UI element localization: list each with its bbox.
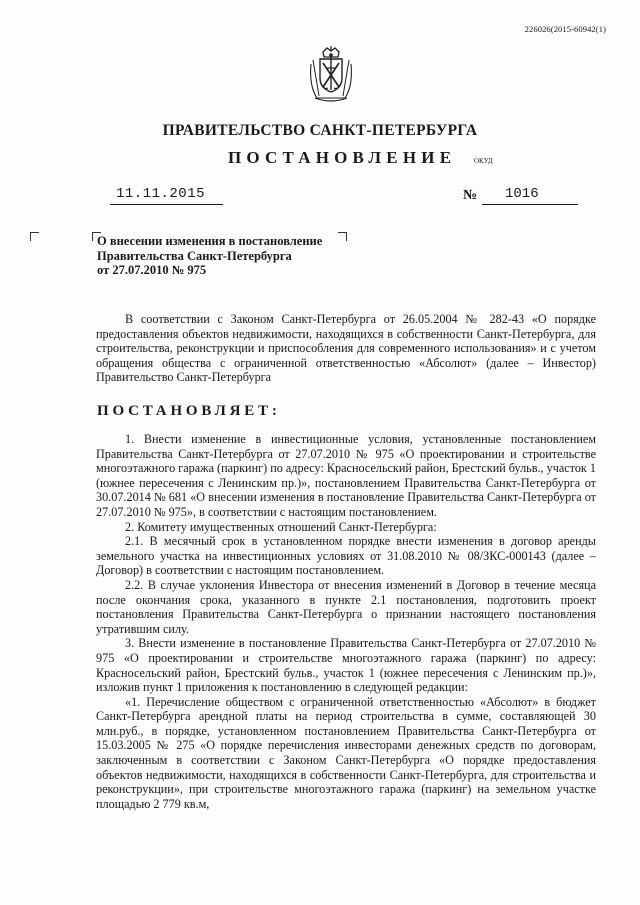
corner-mark-left	[30, 232, 39, 241]
preamble: В соответствии с Законом Санкт-Петербурга от 26.05.2004 № 282-43 «О порядке предоставления объектов недвижимости, находящихся в собственности Санкт-Петербурга, для строительства, реконструкции и приспособления для современного использования» и с учетом обращения общества с ограниченной ответственностью «Абсолют» (далее – Инвестор) Правительство Санкт-Петербурга	[96, 312, 596, 385]
st-petersburg-coat-of-arms-icon	[305, 46, 357, 104]
paragraph-2-2: 2.2. В случае уклонения Инвестора от внесения изменений в Договор в течение месяца после окончания срока, указанного в пункте 2.1 постановления, подготовить проект постановления Правительства Санкт-Петербурга о признании настоящего постановления утратившим силу.	[96, 577, 596, 636]
okud-label: ОКУД	[474, 157, 493, 165]
paragraph-3: 3. Внести изменение в постановление Правительства Санкт-Петербурга от 27.07.2010 № 975 «О проектировании и строительстве многоэтажного гаража (паркинг) по адресу: Красносельский район, Брестский бульв., участок 1 (южнее пересечения с Ленинским пр.)», изложив пункт 1 приложения к постановлению в следующей редакции:	[96, 636, 596, 695]
paragraph-1: 1. Внести изменение в инвестиционные условия, установленные постановлением Правительства Санкт-Петербурга от 27.07.2010 № 975 «О проектировании и строительстве многоэтажного гаража (паркинг) по адресу: Красносельский район, Брестский бульв., участок 1 (южнее пересечения с Ленинским пр.)», постановлением Правительства Санкт-Петербурга от 30.07.2014 № 681 «О внесении изменения в постановление Правительства Санкт-Петербурга от 27.07.2010 № 975», в соответствии с настоящим постановлением.	[96, 432, 596, 519]
paragraph-3-quote: «1. Перечисление обществом с ограниченной ответственностью «Абсолют» в бюджет Санкт-Петербурга арендной платы на период строительства в сумме, составляющей 30 млн.руб., в порядке, установленном постановлением Правительства Санкт-Петербурга от 15.03.2005 № 275 «О порядке перечисления инвесторами денежных средств по договорам, заключенным в соответствии с Законом Санкт-Петербурга «О порядке предоставления объектов недвижимости, находящихся в собственности Санкт-Петербурга, для строительства и реконструкции», при строительстве многоэтажного гаража (паркинг) на земельном участке площадью 2 779 кв.м,	[96, 694, 596, 811]
decree-subject	[97, 234, 357, 278]
decree-date: 11.11.2015	[116, 186, 206, 202]
subject-line-2: Правительства Санкт-Петербурга	[97, 248, 292, 263]
date-underline	[110, 204, 223, 205]
paragraph-2-1: 2.1. В месячный срок в установленном порядке внести изменения в договор аренды земельного участка на инвестиционных условиях от 31.08.2010 № 08/ЗКС-000143 (далее – Договор) в соответствии с настоящим постановлением.	[96, 534, 596, 578]
resolves-heading: ПОСТАНОВЛЯЕТ:	[97, 403, 281, 419]
decree-number: 1016	[505, 186, 539, 202]
document-type: ПОСТАНОВЛЕНИЕ	[228, 148, 457, 167]
number-underline	[482, 204, 578, 205]
number-sign: №	[463, 188, 478, 203]
paragraph-2: 2. Комитету имущественных отношений Санкт-Петербурга:	[125, 519, 437, 534]
document-code: 226026(2015-60942(1)	[524, 24, 606, 34]
subject-line-3: от 27.07.2010 № 975	[97, 263, 207, 277]
subject-line-1: О внесении изменения в постановление	[97, 234, 323, 248]
decree-body	[96, 432, 596, 811]
government-name: ПРАВИТЕЛЬСТВО САНКТ-ПЕТЕРБУРГА	[162, 122, 478, 139]
